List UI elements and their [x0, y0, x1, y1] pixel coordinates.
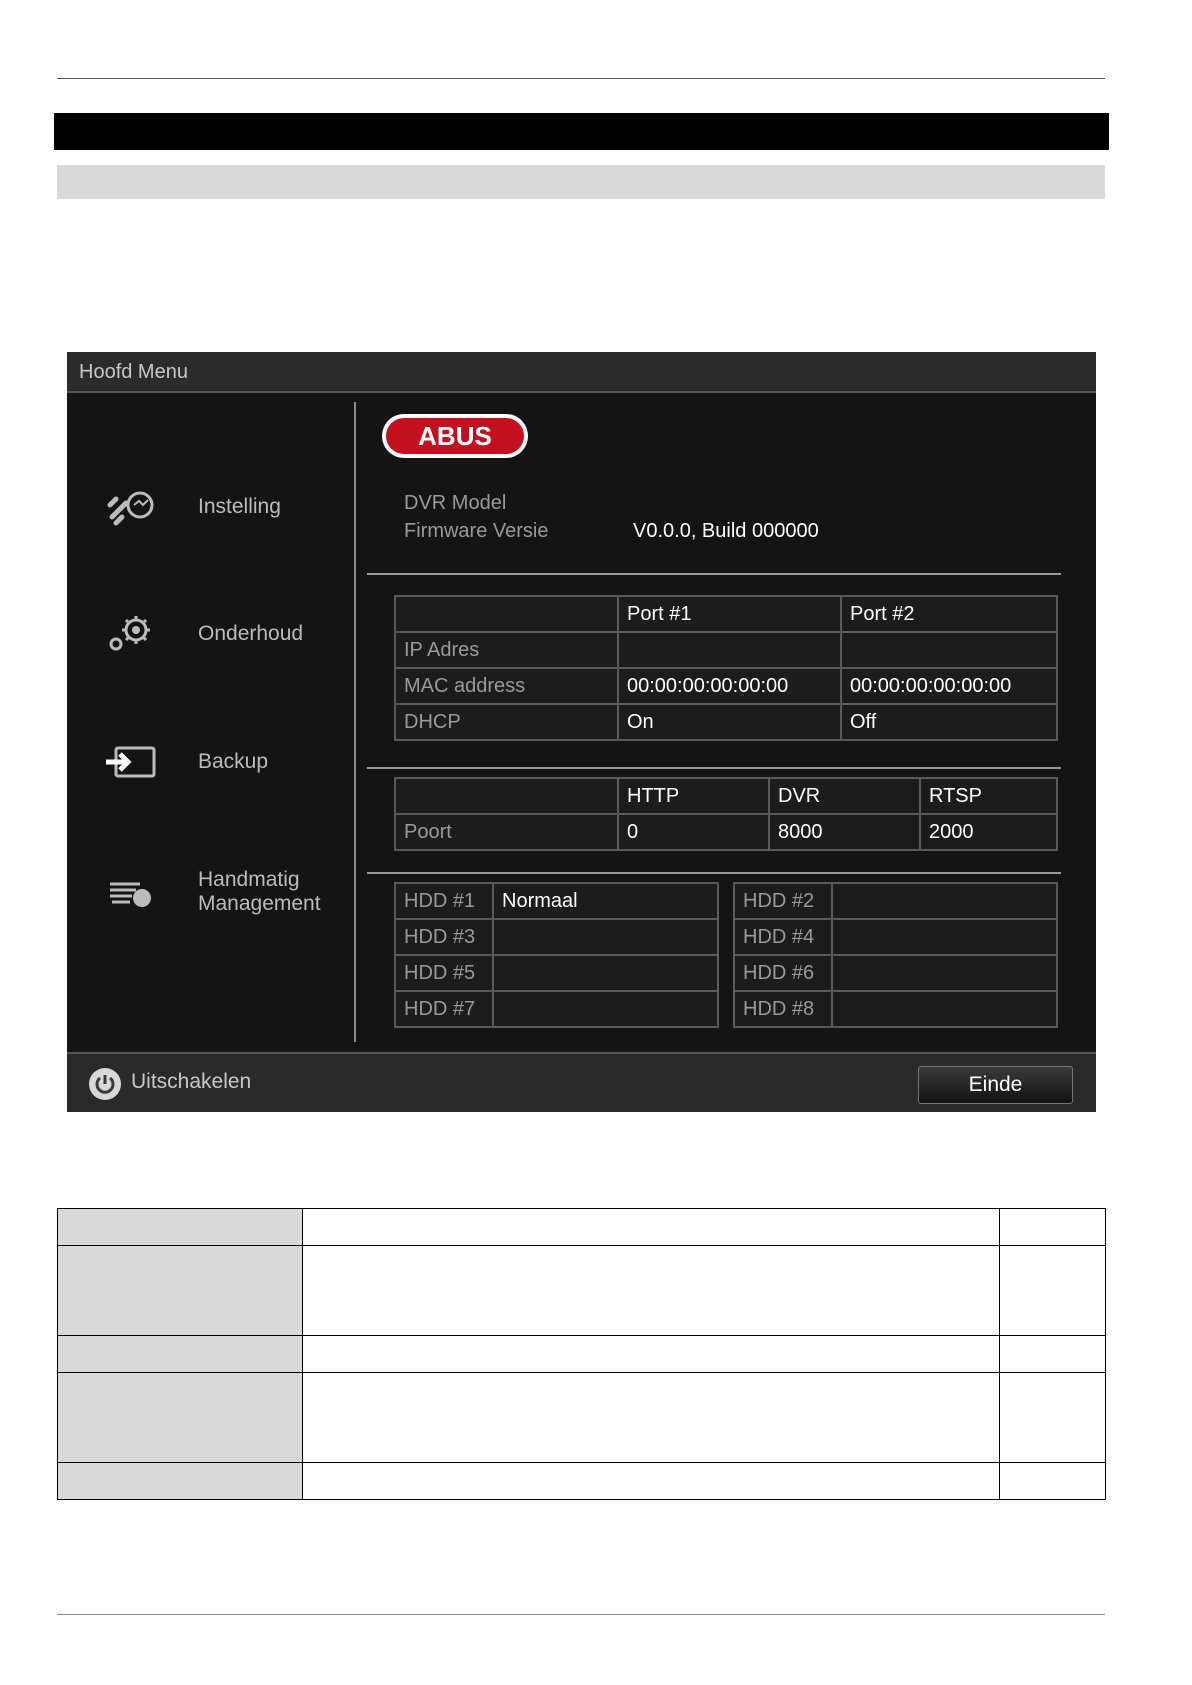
table-cell — [1000, 1463, 1106, 1500]
table-cell: HDD #7 — [396, 992, 492, 1026]
table-cell: DHCP — [396, 705, 617, 739]
table-cell: 00:00:00:00:00:00 — [842, 669, 1056, 703]
table-cell: HDD #1 — [396, 884, 492, 918]
table-cell — [1000, 1209, 1106, 1246]
table-cell — [1000, 1246, 1106, 1336]
table-cell — [494, 992, 717, 1026]
table-cell — [396, 597, 617, 631]
table-row — [396, 633, 1056, 667]
table-cell — [303, 1373, 1000, 1463]
table-cell — [842, 633, 1056, 667]
table-cell — [58, 1463, 303, 1500]
dvr-main-menu-screenshot — [67, 352, 1096, 1110]
table-cell: Port #2 — [842, 597, 1056, 631]
table-row — [58, 1463, 1106, 1500]
power-button[interactable] — [89, 1068, 121, 1100]
dvr-title-bar — [67, 352, 1096, 393]
table-cell — [303, 1209, 1000, 1246]
manual-management-icon — [102, 868, 162, 916]
table-cell: 00:00:00:00:00:00 — [619, 669, 840, 703]
table-cell: RTSP — [921, 779, 1056, 813]
subsection-title-bar — [57, 165, 1105, 199]
menu-label-backup: Backup — [198, 750, 269, 773]
table-cell — [494, 920, 717, 954]
table-row — [396, 597, 1056, 631]
table-cell: HDD #8 — [735, 992, 831, 1026]
table-row — [396, 992, 717, 1026]
table-cell — [303, 1336, 1000, 1373]
firmware-label: Firmware Versie — [404, 520, 549, 542]
divider-1 — [367, 573, 1061, 575]
table-cell: Off — [842, 705, 1056, 739]
menu-label-onderhoud: Onderhoud — [198, 622, 304, 645]
power-icon — [89, 1068, 121, 1100]
table-cell: Normaal — [494, 884, 717, 918]
hdd-status-table-left — [394, 882, 719, 1028]
table-cell — [833, 884, 1056, 918]
table-cell: MAC address — [396, 669, 617, 703]
page-footer-rule — [57, 1614, 1105, 1615]
service-ports-table — [394, 777, 1058, 851]
dvr-model-label: DVR Model — [404, 492, 507, 514]
table-cell: Port #1 — [619, 597, 840, 631]
table-cell: HDD #3 — [396, 920, 492, 954]
table-cell — [58, 1373, 303, 1463]
table-row — [396, 815, 1056, 849]
dvr-window-title: Hoofd Menu — [79, 361, 188, 383]
table-cell — [58, 1246, 303, 1336]
table-row — [58, 1209, 1106, 1246]
table-cell — [303, 1246, 1000, 1336]
table-row — [58, 1336, 1106, 1373]
table-cell — [303, 1463, 1000, 1500]
table-cell: Poort — [396, 815, 617, 849]
document-table — [57, 1208, 1106, 1500]
table-row — [58, 1373, 1106, 1463]
table-cell — [833, 992, 1056, 1026]
hdd-status-table-right — [733, 882, 1058, 1028]
table-cell — [833, 920, 1056, 954]
table-row — [735, 920, 1056, 954]
table-cell — [58, 1209, 303, 1246]
firmware-value: V0.0.0, Build 000000 — [633, 520, 819, 542]
table-cell: DVR — [770, 779, 919, 813]
table-row — [396, 779, 1056, 813]
table-cell — [619, 633, 840, 667]
table-row — [396, 884, 717, 918]
sidebar-separator — [354, 402, 356, 1042]
table-cell — [1000, 1336, 1106, 1373]
table-row — [396, 956, 717, 990]
table-row — [396, 705, 1056, 739]
divider-3 — [367, 872, 1061, 874]
network-ports-table — [394, 595, 1058, 741]
menu-item-instelling[interactable] — [102, 477, 342, 537]
table-row — [735, 884, 1056, 918]
dvr-footer-bar — [67, 1052, 1096, 1112]
abus-logo-text: ABUS — [418, 421, 492, 451]
divider-2 — [367, 767, 1061, 769]
wrench-settings-icon — [102, 483, 162, 531]
menu-item-onderhoud[interactable] — [102, 604, 342, 664]
menu-item-backup[interactable] — [102, 732, 342, 792]
table-cell — [396, 779, 617, 813]
table-cell: HDD #2 — [735, 884, 831, 918]
table-cell: IP Adres — [396, 633, 617, 667]
table-cell — [1000, 1373, 1106, 1463]
shutdown-label[interactable]: Uitschakelen — [131, 1070, 252, 1093]
table-row — [396, 920, 717, 954]
table-cell: 0 — [619, 815, 768, 849]
exit-button[interactable]: Einde — [918, 1066, 1073, 1104]
table-cell: HDD #4 — [735, 920, 831, 954]
table-cell: HDD #5 — [396, 956, 492, 990]
table-row — [735, 956, 1056, 990]
table-cell: HDD #6 — [735, 956, 831, 990]
table-row — [58, 1246, 1106, 1336]
backup-folder-icon — [102, 738, 162, 786]
menu-label-handmatig-management: Handmatig Management — [198, 868, 321, 915]
table-cell: On — [619, 705, 840, 739]
table-cell — [494, 956, 717, 990]
table-row — [735, 992, 1056, 1026]
abus-logo — [380, 412, 530, 460]
table-cell — [58, 1336, 303, 1373]
table-cell: 2000 — [921, 815, 1056, 849]
gears-icon — [102, 610, 162, 658]
menu-label-instelling: Instelling — [198, 495, 281, 518]
table-row — [396, 669, 1056, 703]
menu-item-handmatig-management[interactable] — [102, 862, 342, 922]
table-cell: HTTP — [619, 779, 768, 813]
table-cell — [833, 956, 1056, 990]
page-header-rule — [57, 78, 1105, 79]
section-title-bar — [54, 113, 1109, 150]
table-cell: 8000 — [770, 815, 919, 849]
